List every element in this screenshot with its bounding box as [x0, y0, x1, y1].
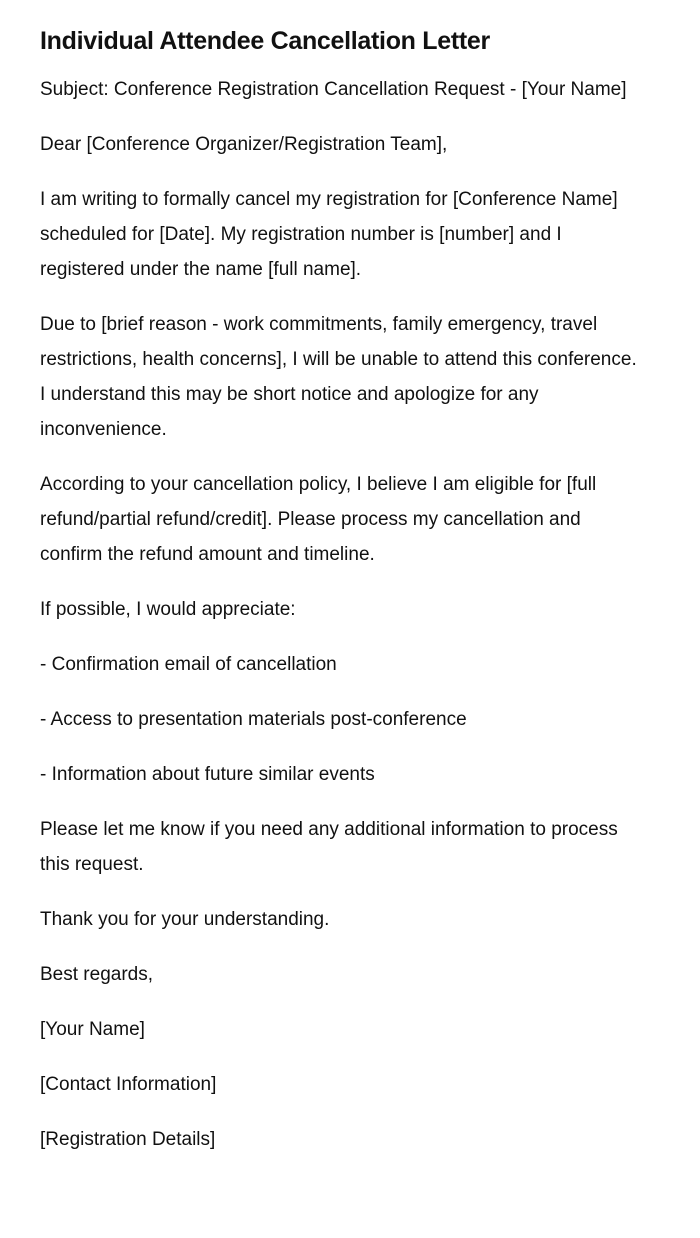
request-item: - Confirmation email of cancellation	[40, 654, 337, 675]
subject-line: Subject: Conference Registration Cancellation Request - [Your Name]	[40, 79, 627, 100]
request-item: - Information about future similar events	[40, 764, 375, 785]
document-title: Individual Attendee Cancellation Letter	[40, 27, 490, 55]
body-paragraph-contact: Please let me know if you need any additional information to process this request.	[40, 819, 618, 875]
thanks-line: Thank you for your understanding.	[40, 909, 330, 930]
signature-registration: [Registration Details]	[40, 1129, 216, 1150]
body-paragraph-registration: I am writing to formally cancel my registration for [Conference Name] scheduled for [Date]. My registration number is [number] and I registered under the name [full name].	[40, 189, 618, 280]
request-item: - Access to presentation materials post-conference	[40, 709, 467, 730]
closing: Best regards,	[40, 964, 153, 985]
signature-name: [Your Name]	[40, 1019, 145, 1040]
body-paragraph-reason: Due to [brief reason - work commitments, family emergency, travel restrictions, health concerns], I will be unable to attend this conference. I understand this may be short notice and apologize for any inconvenience.	[40, 314, 637, 440]
body-paragraph-refund: According to your cancellation policy, I believe I am eligible for [full refund/partial refund/credit]. Please process my cancellation and confirm the refund amount and timeline.	[40, 474, 597, 565]
salutation: Dear [Conference Organizer/Registration Team],	[40, 134, 448, 155]
requests-intro: If possible, I would appreciate:	[40, 599, 296, 620]
signature-contact: [Contact Information]	[40, 1074, 217, 1095]
